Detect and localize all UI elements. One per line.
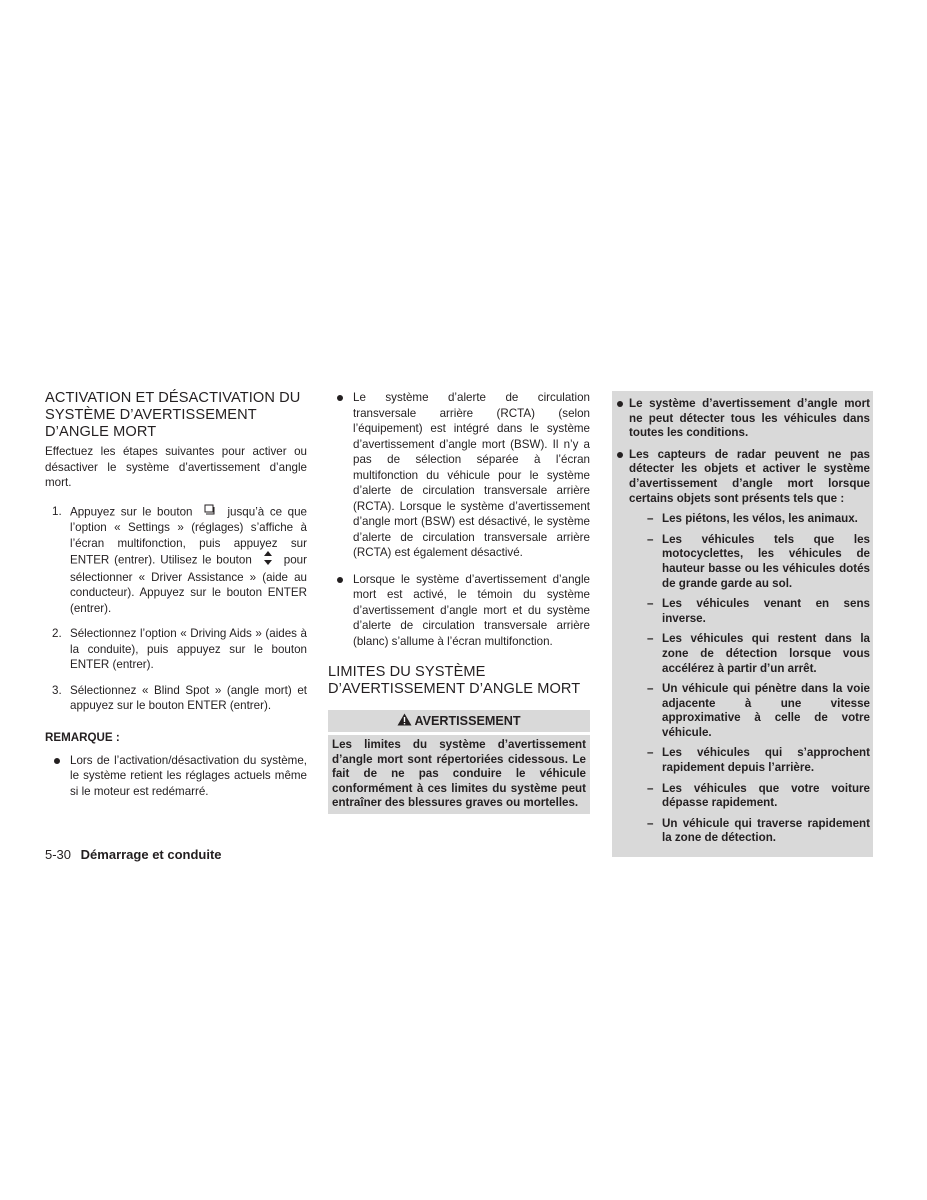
bullet-text: Le système d’avertissement d’angle mort ne peut détecter tous les véhicules dans toutes les conditions.	[629, 397, 870, 440]
column-left	[45, 390, 307, 810]
page-footer	[45, 846, 222, 864]
step-text: Sélectionnez « Blind Spot » (angle mort) et appuyez sur le bouton ENTER (entrer).	[70, 683, 307, 713]
bullet-icon	[617, 401, 623, 407]
list-item	[629, 632, 870, 676]
display-screen-button-icon	[204, 504, 215, 521]
dash-list	[629, 512, 870, 846]
section-title-activation: ACTIVATION ET DÉSACTIVATION DU SYSTÈME D’AVERTISSEMENT D’ANGLE MORT	[45, 390, 301, 440]
note-title: REMARQUE :	[45, 730, 120, 744]
column-middle	[328, 390, 590, 814]
warning-triangle-icon	[397, 713, 414, 729]
list-item	[45, 753, 307, 800]
list-item	[629, 782, 870, 811]
list-item	[629, 597, 870, 626]
dash-icon: –	[647, 746, 654, 760]
note-bullets	[45, 753, 307, 800]
bullet-text: Lors de l’activation/désactivation du système, le système retient les réglages actuels même si le moteur est redémarré.	[70, 753, 307, 798]
bullet-text: Lorsque le système d’avertissement d’angle mort est activé, le témoin du système d’avertissement d’angle mort et du système d’alerte de circulation transversale arrière (blanc) s’allume à l’écran multifonction.	[353, 572, 590, 648]
step-text-part: pour sélectionner « Driver Assistance » (aide au conducteur). Appuyez sur le bouton ENTER (entrer).	[70, 553, 307, 615]
step-number: 1.	[52, 504, 62, 518]
list-item	[612, 448, 870, 846]
dash-icon: –	[647, 632, 654, 646]
bullet-icon	[337, 395, 343, 401]
dash-icon: –	[647, 512, 654, 526]
warning-box	[328, 710, 590, 814]
step-item	[45, 504, 307, 617]
step-item	[45, 626, 307, 673]
list-item	[328, 390, 590, 561]
dash-icon: –	[647, 816, 654, 830]
list-item	[629, 682, 870, 740]
warning-header	[328, 710, 590, 735]
warning-continued-panel	[612, 391, 873, 857]
section-title-limits: LIMITES DU SYSTÈME D’AVERTISSEMENT D’ANGLE MORT	[328, 664, 581, 697]
list-item	[629, 533, 870, 591]
bullet-icon	[617, 452, 623, 458]
step-text-part: jusqu’à ce que l’option « Settings » (réglages) s’affiche à l’écran multifonction, puis appuyez sur ENTER (entrer). Utilisez le bouton	[70, 505, 307, 567]
list-item	[629, 746, 870, 775]
dash-text: Les véhicules qui restent dans la zone de détection lorsque vous accélérez à partir d’un arrêt.	[662, 632, 870, 675]
dash-text: Les véhicules qui s’approchent rapidement depuis l’arrière.	[662, 746, 870, 775]
chapter-title: Démarrage et conduite	[80, 847, 222, 862]
list-item	[629, 512, 870, 527]
dash-text: Les piétons, les vélos, les animaux.	[662, 512, 858, 526]
bullet-text: Le système d’alerte de circulation transversale arrière (RCTA) (selon l’équipement) est intégré dans le système d’avertissement d’angle mort (BSW). Il n’y a pas de sélection séparée à l’écran multifonction du véhicule pour le système d’alerte de circulation transversale arrière (RCTA). Lorsque le système d’avertissement d’angle mort (BSW) est désactivé, le système d’alerte de circulation transversale arrière (RCTA) est également désactivé.	[353, 391, 590, 559]
intro-paragraph: Effectuez les étapes suivantes pour activer ou désactiver le système d’avertissement d’angle mort.	[45, 445, 307, 490]
dash-text: Les véhicules tels que les motocyclettes, les véhicules de hauteur basse ou les véhicules dotés de grande garde au sol.	[662, 532, 870, 590]
bullet-icon	[337, 577, 343, 583]
step-number: 3.	[52, 683, 62, 697]
dash-text: Un véhicule qui pénètre dans la voie adjacente à une vitesse approximative à celle de votre véhicule.	[662, 682, 870, 739]
up-down-arrow-icon	[264, 551, 272, 570]
step-number: 2.	[52, 627, 62, 641]
limits-bullets	[612, 397, 870, 846]
bullet-icon	[54, 758, 60, 764]
column-right	[612, 391, 873, 857]
dash-text: Les véhicules venant en sens inverse.	[662, 597, 870, 625]
dash-icon: –	[647, 682, 654, 696]
step-text: Sélectionnez l’option « Driving Aids » (aides à la conduite), puis appuyez sur le bouton ENTER (entrer).	[70, 627, 307, 672]
warning-text: Les limites du système d’avertissement d’angle mort sont répertoriées cidessous. Le fait de ne pas conduire le véhicule conformément à ces limites du système peut entraîner des blessures graves ou mortelles.	[332, 738, 586, 810]
dash-icon: –	[647, 532, 654, 546]
dash-text: Les véhicules que votre voiture dépasse rapidement.	[662, 781, 870, 810]
step-item	[45, 683, 307, 714]
bullet-text: Les capteurs de radar peuvent ne pas détecter les objets et activer le système d’avertissement d’angle mort lorsque certains objets sont présents tels que :	[629, 447, 870, 505]
dash-icon: –	[647, 597, 654, 611]
list-item	[612, 397, 870, 441]
list-item	[629, 817, 870, 846]
dash-icon: –	[647, 781, 654, 795]
list-item	[328, 572, 590, 650]
page-number: 5-30	[45, 847, 72, 862]
step-text-part: Appuyez sur le bouton	[70, 505, 193, 519]
steps-list	[45, 504, 307, 714]
warning-title: AVERTISSEMENT	[414, 714, 521, 728]
dash-text: Un véhicule qui traverse rapidement la zone de détection.	[662, 816, 870, 845]
rcta-bullets	[328, 390, 590, 649]
